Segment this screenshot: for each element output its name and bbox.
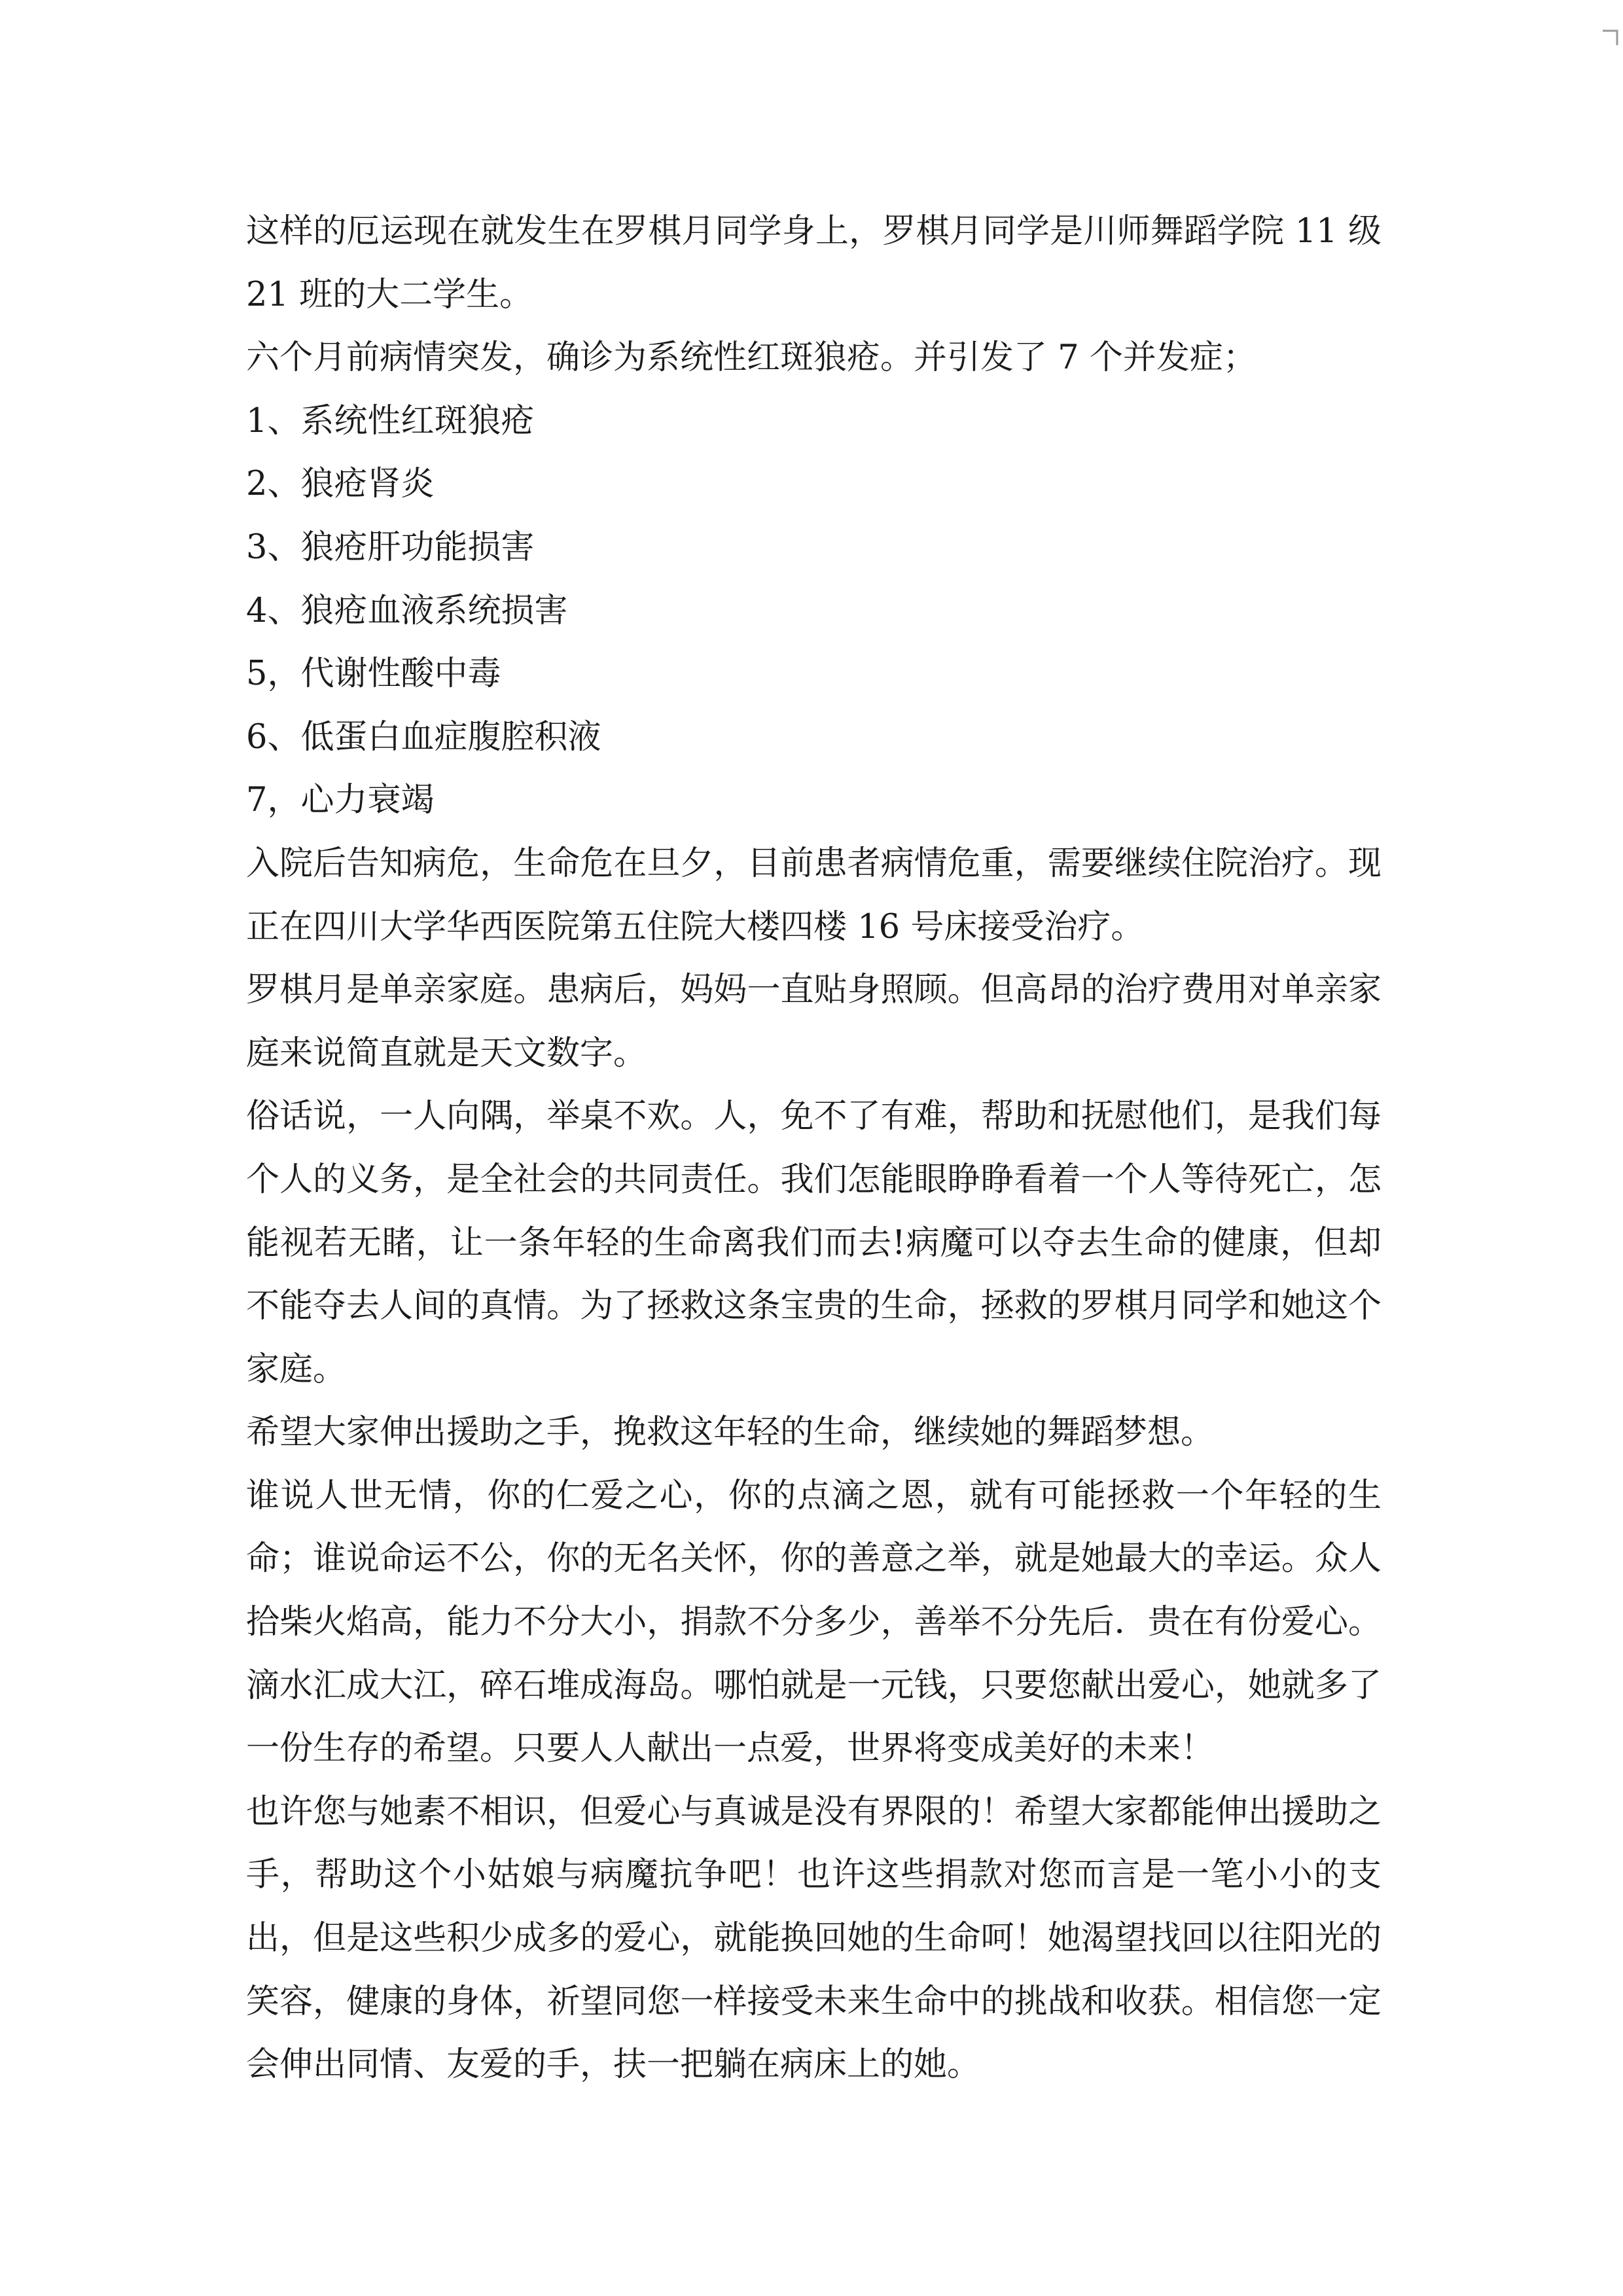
list-item: 3、狼疮肝功能损害 (246, 528, 535, 567)
document-body (246, 200, 1382, 2097)
list-item: 6、低蛋白血症腹腔积液 (246, 717, 601, 757)
list-item: 5，代谢性酸中毒 (246, 655, 501, 694)
paragraph-closing: 也许您与她素不相识，但爱心与真诚是没有界限的！希望大家都能伸出援助之手，帮助这个小姑娘与病魔抗争吧！也许这些捐款对您而言是一笔小小的支出，但是这些积少成多的爱心，就能换回她的生命呵！她渴望找回以往阳光的笑容，健康的身体，祈望同您一样接受未来生命中的挑战和收获。相信您一定会伸出同情、友爱的手，扶一把躺在病床上的她。 (246, 1792, 1382, 2085)
paragraph-hope: 希望大家伸出援助之手，挽救这年轻的生命，继续她的舞蹈梦想。 (246, 1413, 1215, 1452)
paragraph-hospital: 入院后告知病危，生命危在旦夕，目前患者病情危重，需要继续住院治疗。现正在四川大学华西医院第五住院大楼四楼 16 号床接受治疗。 (246, 844, 1382, 946)
paragraph-appeal: 俗话说，一人向隅，举桌不欢。人，免不了有难，帮助和抚慰他们，是我们每个人的义务，是全社会的共同责任。我们怎能眼睁睁看着一个人等待死亡，怎能视若无睹，让一条年轻的生命离我们而去!病魔可以夺去生命的健康，但却不能夺去人间的真情。为了拯救这条宝贵的生命，拯救的罗棋月同学和她这个家庭。 (246, 1097, 1382, 1389)
paragraph-family: 罗棋月是单亲家庭。患病后，妈妈一直贴身照顾。但高昂的治疗费用对单亲家庭来说简直就是天文数字。 (246, 971, 1382, 1073)
paragraph-intro: 这样的厄运现在就发生在罗棋月同学身上，罗棋月同学是川师舞蹈学院 11 级 21 班的大二学生。 (246, 212, 1382, 314)
paragraph-diagnosis: 六个月前病情突发，确诊为系统性红斑狼疮。并引发了 7 个并发症； (246, 338, 1257, 378)
list-item: 4、狼疮血液系统损害 (246, 591, 568, 630)
paragraph-kindness: 谁说人世无情，你的仁爱之心，你的点滴之恩，就有可能拯救一个年轻的生命；谁说命运不公，你的无名关怀，你的善意之举，就是她最大的幸运。众人拾柴火焰高，能力不分大小，捐款不分多少，善举不分先后．贵在有份爱心。滴水汇成大江，碎石堆成海岛。哪怕就是一元钱，只要您献出爱心，她就多了一份生存的希望。只要人人献出一点爱，世界将变成美好的未来！ (246, 1476, 1382, 1768)
corner-mark-icon (1601, 29, 1618, 46)
list-item: 2、狼疮肾炎 (246, 465, 435, 504)
list-item: 1、系统性红斑狼疮 (246, 401, 535, 440)
list-item: 7，心力衰竭 (246, 781, 435, 820)
